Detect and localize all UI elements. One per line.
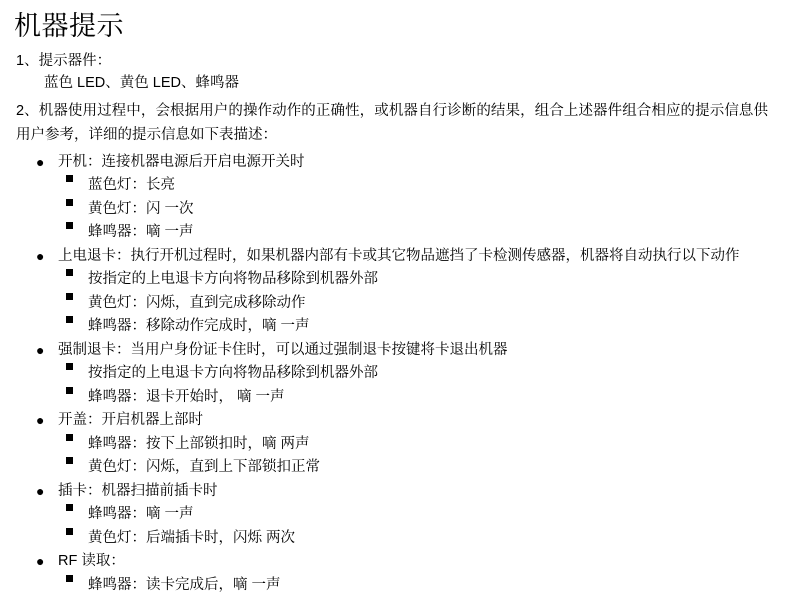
- bullet-level1-icon: ●: [36, 482, 45, 499]
- list-item: [58, 527, 780, 550]
- section-1-number: 1、: [16, 52, 39, 69]
- bullet-level2-icon: [66, 363, 73, 370]
- prompt-detail-text: 蓝色灯：长亮: [88, 177, 175, 194]
- prompt-group-list: [14, 151, 780, 597]
- bullet-level2-icon: [66, 528, 73, 535]
- list-item: [58, 221, 780, 244]
- prompt-group-title: RF 读取：: [58, 553, 125, 570]
- prompt-detail-text: 蜂鸣器：嘀 一声: [88, 506, 194, 523]
- bullet-level2-icon: [66, 293, 73, 300]
- bullet-level1-icon: ●: [36, 247, 45, 264]
- page-title: 机器提示: [14, 11, 124, 41]
- prompt-group: [14, 245, 780, 339]
- section-1: [16, 50, 780, 96]
- prompt-detail-list: [58, 268, 780, 338]
- bullet-level1-icon: ●: [36, 153, 45, 170]
- section-1-heading: [16, 50, 780, 72]
- bullet-level1-icon: ●: [36, 412, 45, 429]
- bullet-level2-icon: [66, 457, 73, 464]
- prompt-detail-text: 黄色灯：闪烁，直到上下部锁扣正常: [88, 459, 320, 476]
- prompt-detail-list: [58, 362, 780, 409]
- prompt-detail-text: 蜂鸣器：退卡开始时， 嘀 一声: [88, 388, 285, 405]
- bullet-level2-icon: [66, 575, 73, 582]
- section-2: [16, 100, 768, 146]
- prompt-group-title: 上电退卡：执行开机过程时，如果机器内部有卡或其它物品遮挡了卡检测传感器，机器将自动执行以下动作: [58, 247, 740, 264]
- bullet-level1-icon: ●: [36, 341, 45, 358]
- prompt-detail-list: [58, 433, 780, 480]
- list-item: [58, 456, 780, 479]
- bullet-level2-icon: [66, 175, 73, 182]
- list-item: [58, 386, 780, 409]
- list-item: [58, 268, 780, 291]
- prompt-group: [14, 339, 780, 409]
- section-1-label: 提示器件：: [38, 52, 112, 69]
- list-item: [58, 198, 780, 221]
- prompt-detail-text: 黄色灯：后端插卡时，闪烁 两次: [88, 529, 296, 546]
- prompt-detail-text: 蜂鸣器：嘀 一声: [88, 224, 194, 241]
- prompt-detail-text: 黄色灯：闪烁，直到完成移除动作: [88, 294, 306, 311]
- prompt-group-title: 开盖：开启机器上部时: [58, 412, 203, 429]
- list-item: [58, 174, 780, 197]
- list-item: [58, 315, 780, 338]
- list-item: [58, 574, 780, 597]
- prompt-detail-list: [58, 574, 780, 597]
- prompt-detail-text: 蜂鸣器：移除动作完成时，嘀 一声: [88, 318, 310, 335]
- prompt-group: [14, 409, 780, 479]
- prompt-group-title: 插卡：机器扫描前插卡时: [58, 482, 218, 499]
- prompt-group: [14, 480, 780, 550]
- prompt-detail-text: 按指定的上电退卡方向将物品移除到机器外部: [88, 365, 378, 382]
- bullet-level2-icon: [66, 504, 73, 511]
- bullet-level2-icon: [66, 269, 73, 276]
- list-item: [58, 503, 780, 526]
- section-2-text: 机器使用过程中，会根据用户的操作动作的正确性，或机器自行诊断的结果，组合上述器件组合相应的提示信息供用户参考，详细的提示信息如下表描述：: [16, 103, 768, 143]
- section-1-components: 蓝色 LED、黄色 LED、蜂鸣器: [44, 75, 239, 92]
- prompt-detail-text: 黄色灯：闪 一次: [88, 200, 194, 217]
- bullet-level1-icon: ●: [36, 553, 45, 570]
- prompt-detail-list: [58, 174, 780, 244]
- prompt-group: [14, 550, 780, 597]
- bullet-level2-icon: [66, 222, 73, 229]
- list-item: [58, 362, 780, 385]
- prompt-group: [14, 151, 780, 245]
- prompt-group-title: 强制退卡：当用户身份证卡住时，可以通过强制退卡按键将卡退出机器: [58, 341, 508, 358]
- bullet-level2-icon: [66, 199, 73, 206]
- list-item: [58, 292, 780, 315]
- section-2-number: 2、: [16, 103, 39, 120]
- prompt-group-title: 开机：连接机器电源后开启电源开关时: [58, 153, 305, 170]
- bullet-level2-icon: [66, 387, 73, 394]
- prompt-detail-text: 按指定的上电退卡方向将物品移除到机器外部: [88, 271, 378, 288]
- list-item: [58, 433, 780, 456]
- prompt-detail-text: 蜂鸣器：读卡完成后，嘀 一声: [88, 576, 281, 593]
- prompt-detail-list: [58, 503, 780, 550]
- bullet-level2-icon: [66, 434, 73, 441]
- prompt-detail-text: 蜂鸣器：按下上部锁扣时，嘀 两声: [88, 435, 310, 452]
- bullet-level2-icon: [66, 316, 73, 323]
